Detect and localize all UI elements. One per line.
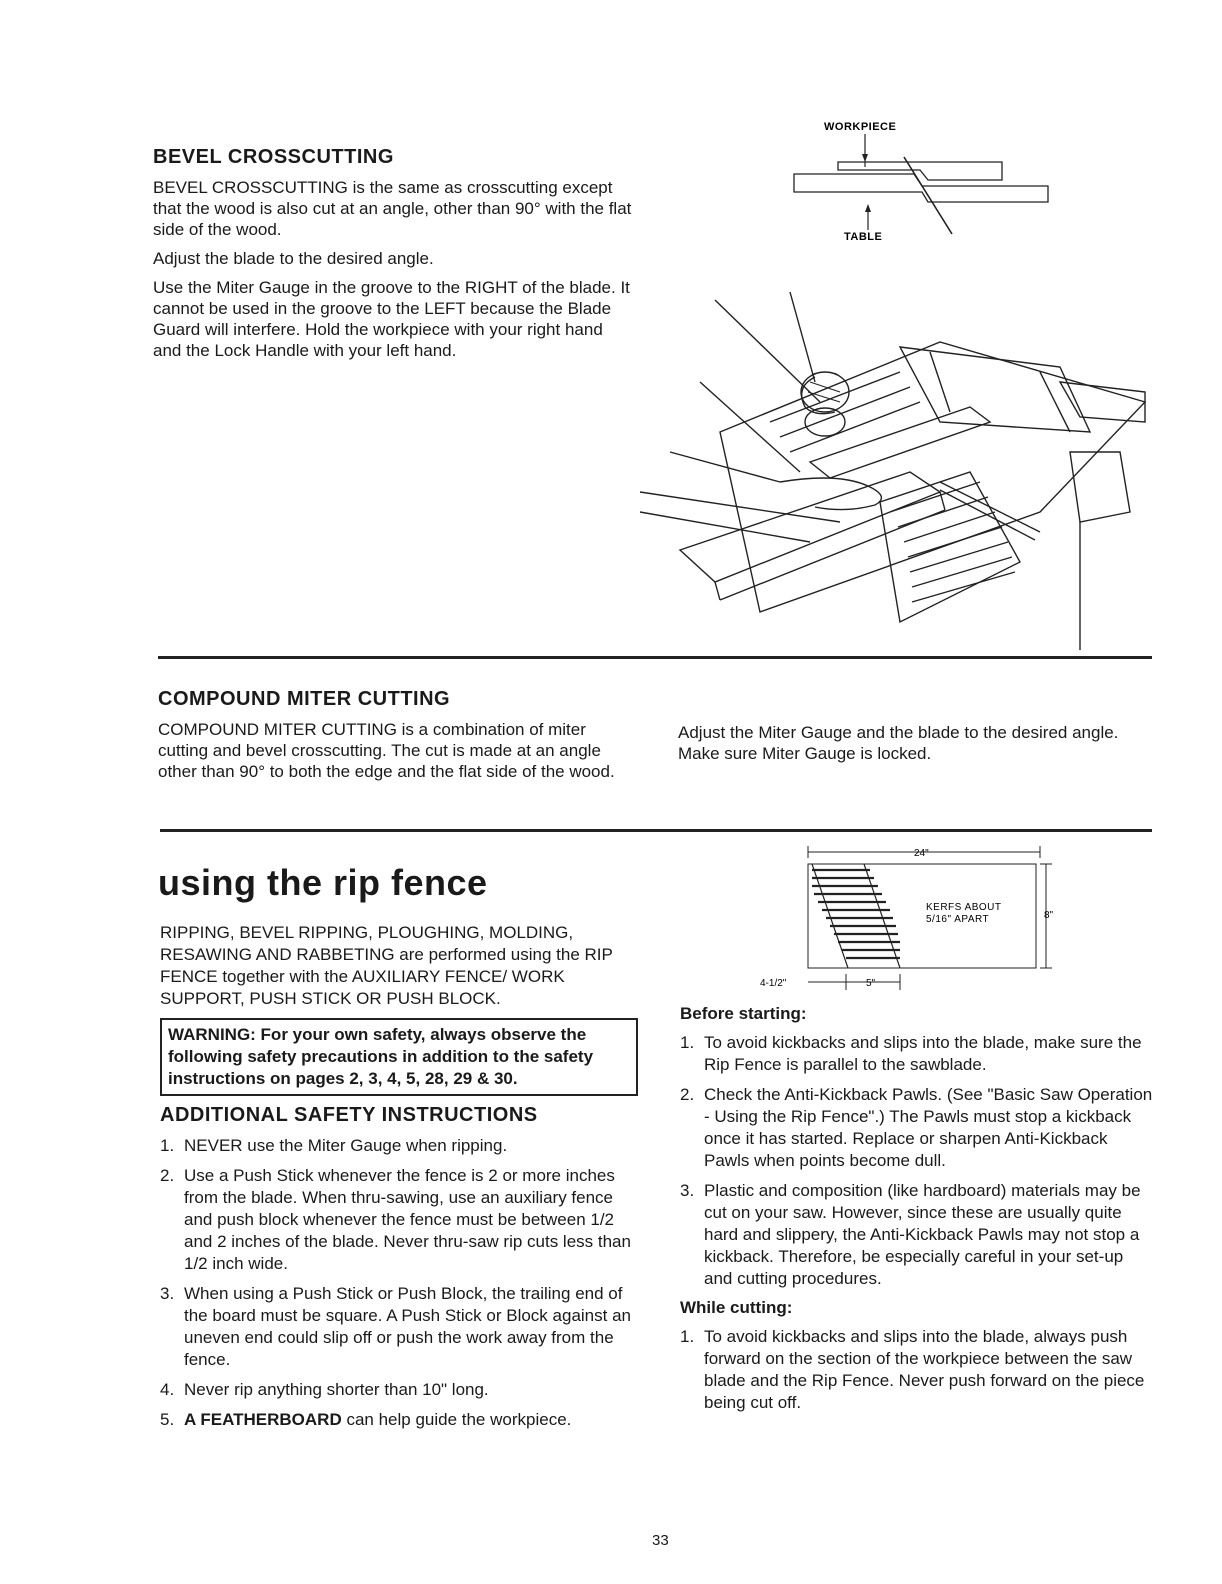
rip-left-column <box>160 922 638 1439</box>
height-label: 8" <box>1044 910 1054 921</box>
width-label: 24" <box>914 848 929 859</box>
bevel-paragraph-2: Adjust the blade to the desired angle. <box>153 249 434 268</box>
while-cutting-heading: While cutting: <box>680 1298 793 1317</box>
list-item: 1. To avoid kickbacks and slips into the blade, always push forward on the section of the workpiece between the saw blade and the Rip Fence. Never push forward on the piece being cut off. <box>680 1327 1145 1412</box>
kerfs-label-2: 5/16" APART <box>926 914 990 925</box>
divider-2 <box>160 829 1152 832</box>
list-item: 3. When using a Push Stick or Push Block, the trailing end of the board must be square. A Push Stick or Block against an uneven end could slip off or push the work away from the fence. <box>160 1284 631 1369</box>
list-item: 1. NEVER use the Miter Gauge when ripping. <box>160 1136 508 1155</box>
list-item: 2. Check the Anti-Kickback Pawls. (See "Basic Saw Operation - Using the Rip Fence".) The Pawls must stop a kickback once it has started. Replace or sharpen Anti-Kickback Pawls when points become dull. <box>680 1085 1153 1170</box>
featherboard-diagram <box>750 842 1070 1000</box>
compound-heading: COMPOUND MITER CUTTING <box>158 688 451 710</box>
dimension-a-label: 4-1/2" <box>760 978 787 989</box>
before-starting-heading: Before starting: <box>680 1004 807 1023</box>
table-saw-illustration <box>640 282 1150 650</box>
list-item: 1. To avoid kickbacks and slips into the blade, make sure the Rip Fence is parallel to the sawblade. <box>680 1033 1142 1074</box>
rip-right-column <box>680 1000 1154 1422</box>
table-label: TABLE <box>844 231 883 243</box>
compound-paragraph-2: Adjust the Miter Gauge and the blade to the desired angle. Make sure Miter Gauge is locked. <box>678 723 1119 763</box>
compound-right-column <box>678 722 1153 772</box>
bevel-section <box>153 146 633 369</box>
dimension-b-label: 5" <box>866 978 876 989</box>
page-number: 33 <box>652 1532 669 1549</box>
additional-safety-list <box>160 1135 638 1431</box>
list-item: 2. Use a Push Stick whenever the fence is 2 or more inches from the blade. When thru-sawing, use an auxiliary fence and push block whenever the fence must be between 1/2 and 2 inches of the blade. Never thru-saw rip cuts less than 1/2 inch wide. <box>160 1166 631 1273</box>
warning-box: WARNING: For your own safety, always observe the following safety precautions in addition to the safety instructions on pages 2, 3, 4, 5, 28, 29 & 30. <box>160 1018 638 1096</box>
before-starting-list <box>680 1032 1154 1290</box>
list-item: 4. Never rip anything shorter than 10" long. <box>160 1380 489 1399</box>
while-cutting-list <box>680 1326 1154 1414</box>
bevel-paragraph-3: Use the Miter Gauge in the groove to the RIGHT of the blade. It cannot be used in the groove to the LEFT because the Blade Guard will interfere. Hold the workpiece with your right hand and the Lock Handle with your left hand. <box>153 278 630 360</box>
workpiece-label: WORKPIECE <box>824 121 897 133</box>
rip-fence-title: using the rip fence <box>158 862 488 903</box>
list-item: 3. Plastic and composition (like hardboard) materials may be cut on your saw. However, since these are usually quite hard and slippery, the Anti-Kickback Pawls may not stop a kickback. Therefore, be especially careful in your set-up and cutting procedures. <box>680 1181 1141 1288</box>
kerfs-label: KERFS ABOUT <box>926 902 1002 913</box>
additional-safety-heading: ADDITIONAL SAFETY INSTRUCTIONS <box>160 1104 538 1126</box>
bevel-cut-diagram <box>780 112 1070 247</box>
bevel-heading: BEVEL CROSSCUTTING <box>153 146 394 168</box>
compound-section <box>158 688 633 790</box>
compound-paragraph-1: COMPOUND MITER CUTTING is a combination of miter cutting and bevel crosscutting. The cut is made at an angle other than 90° to both the edge and the flat side of the wood. <box>158 720 615 781</box>
list-item: 5. A FEATHERBOARD can help guide the workpiece. <box>160 1410 572 1429</box>
divider-1 <box>158 656 1152 659</box>
rip-intro: RIPPING, BEVEL RIPPING, PLOUGHING, MOLDING, RESAWING AND RABBETING are performed using the RIP FENCE together with the AUXILIARY FENCE/ WORK SUPPORT, PUSH STICK OR PUSH BLOCK. <box>160 923 613 1008</box>
bevel-paragraph-1: BEVEL CROSSCUTTING is the same as crosscutting except that the wood is also cut at an angle, other than 90° with the flat side of the wood. <box>153 178 632 239</box>
